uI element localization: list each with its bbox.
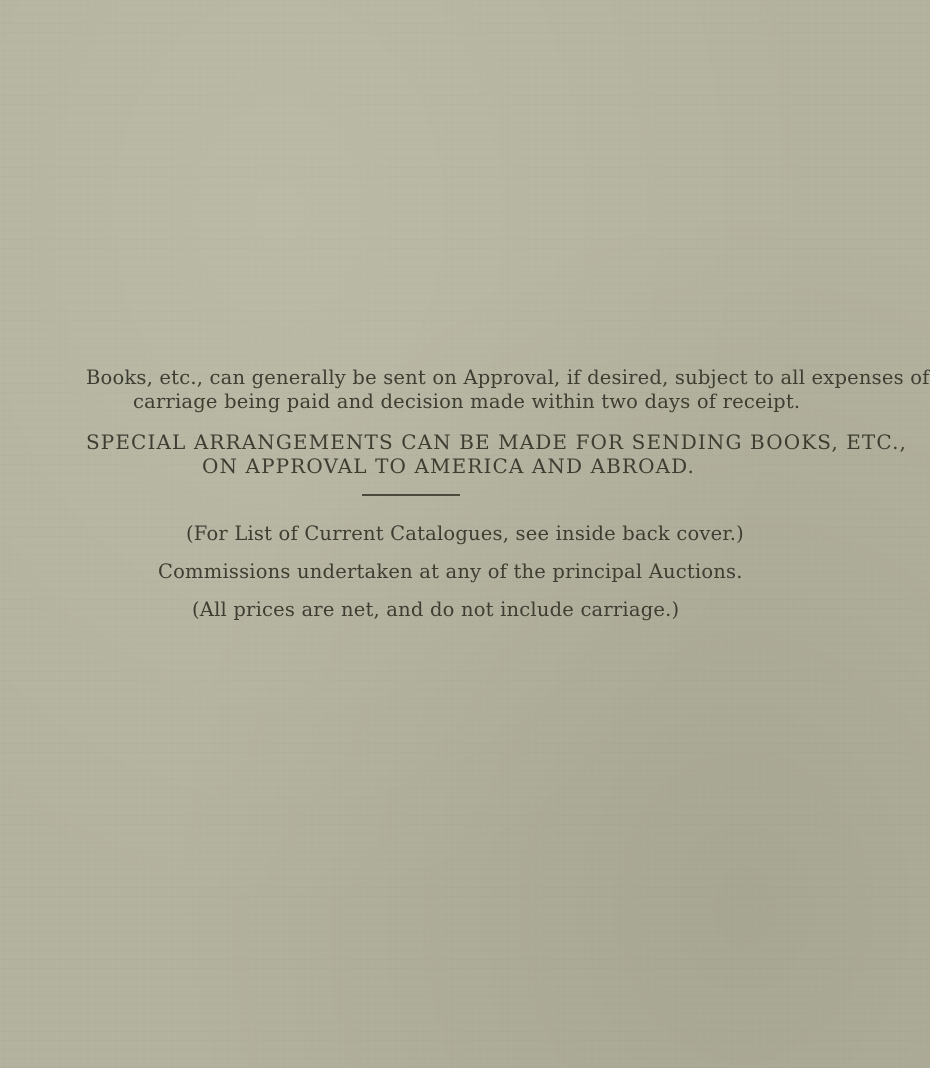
prices-note: (All prices are net, and do not include carriage.) [192,598,680,621]
section-divider [362,494,460,496]
approval-text-line-1: Books, etc., can generally be sent on Approval, if desired, subject to all expenses of [86,366,930,389]
special-arrangements-line-2: ON APPROVAL TO AMERICA AND ABROAD. [202,454,696,478]
catalogue-note: (For List of Current Catalogues, see inside back cover.) [186,522,744,545]
commissions-text: Commissions undertaken at any of the principal Auctions. [158,560,743,583]
special-arrangements-line-1: SPECIAL ARRANGEMENTS CAN BE MADE FOR SENDING BOOKS, ETC., [86,430,907,454]
approval-text-line-2: carriage being paid and decision made within two days of receipt. [133,390,801,413]
